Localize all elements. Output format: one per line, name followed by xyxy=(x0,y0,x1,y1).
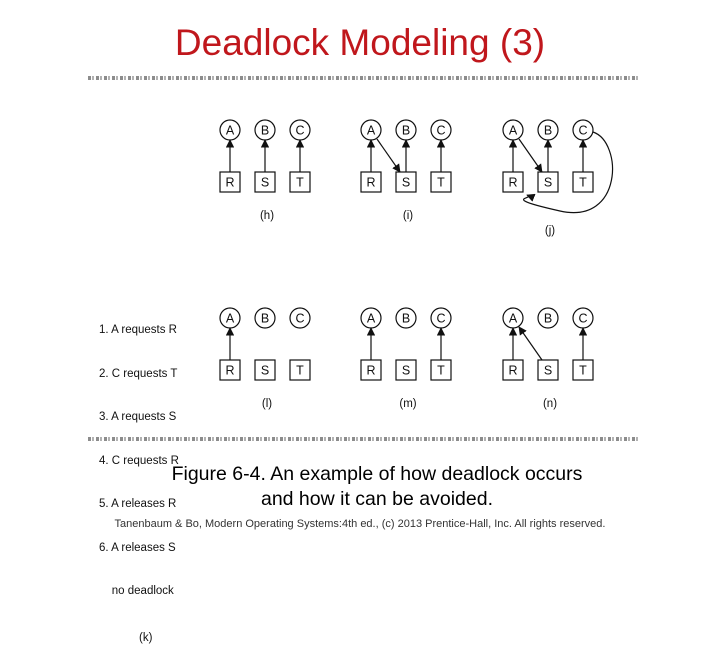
process-label: C xyxy=(436,123,446,138)
resource-label: S xyxy=(543,175,553,190)
resource-label: S xyxy=(543,363,553,378)
request-edge xyxy=(524,132,613,213)
bottom-divider xyxy=(88,437,638,441)
resource-label: R xyxy=(225,175,235,190)
step-item: 1. A requests R xyxy=(99,324,177,336)
process-label: C xyxy=(578,311,588,326)
resource-label: T xyxy=(579,363,587,378)
caption-line-1: Figure 6-4. An example of how deadlock occurs xyxy=(171,463,583,485)
step-item: 5. A releases R xyxy=(99,498,177,510)
process-label: A xyxy=(508,311,518,326)
process-label: A xyxy=(366,311,376,326)
resource-label: S xyxy=(401,363,411,378)
step-item: 4. C requests R xyxy=(99,454,179,467)
resource-label: S xyxy=(260,175,270,190)
step-item: 6. A releases S xyxy=(99,541,176,554)
step-list-label: (k) xyxy=(139,631,153,644)
request-edge xyxy=(377,139,400,172)
process-label: C xyxy=(436,311,446,326)
request-edge xyxy=(519,139,542,172)
hold-edge xyxy=(519,327,542,360)
panel-label: (i) xyxy=(402,210,414,222)
resource-label: R xyxy=(366,175,376,190)
resource-label: S xyxy=(401,175,411,190)
panel-label: (m) xyxy=(399,398,417,410)
process-label: B xyxy=(260,311,270,326)
process-label: B xyxy=(543,311,553,326)
panel-label: (h) xyxy=(259,210,275,222)
process-label: A xyxy=(508,123,518,138)
resource-label: T xyxy=(579,175,587,190)
resource-label: T xyxy=(296,175,304,190)
process-label: B xyxy=(401,123,411,138)
panel-label: (j) xyxy=(544,225,556,237)
process-label: B xyxy=(401,311,411,326)
caption-line-2: and how it can be avoided. xyxy=(260,488,493,510)
process-label: C xyxy=(578,123,588,138)
panel-label: (n) xyxy=(542,398,558,410)
figure-caption xyxy=(0,462,720,512)
step-item: 2. C requests T xyxy=(99,367,178,380)
process-label: A xyxy=(225,123,235,138)
resource-label: T xyxy=(296,363,304,378)
process-label: C xyxy=(295,311,305,326)
resource-label: R xyxy=(366,363,376,378)
resource-label: T xyxy=(437,175,445,190)
slide-title: Deadlock Modeling (3) xyxy=(174,22,546,63)
process-label: B xyxy=(260,123,270,138)
process-label: A xyxy=(366,123,376,138)
panel-label: (l) xyxy=(261,398,273,410)
process-label: C xyxy=(295,123,305,138)
resource-label: T xyxy=(437,363,445,378)
resource-label: R xyxy=(508,175,518,190)
resource-label: R xyxy=(225,363,235,378)
copyright-credit: Tanenbaum & Bo, Modern Operating Systems:4th ed., (c) 2013 Prentice-Hall, Inc. All rights reserved. xyxy=(114,518,606,530)
process-label: A xyxy=(225,311,235,326)
step-item: 3. A requests S xyxy=(99,411,177,423)
step-item: no deadlock xyxy=(99,585,174,597)
process-label: B xyxy=(543,123,553,138)
resource-label: R xyxy=(508,363,518,378)
resource-label: S xyxy=(260,363,270,378)
